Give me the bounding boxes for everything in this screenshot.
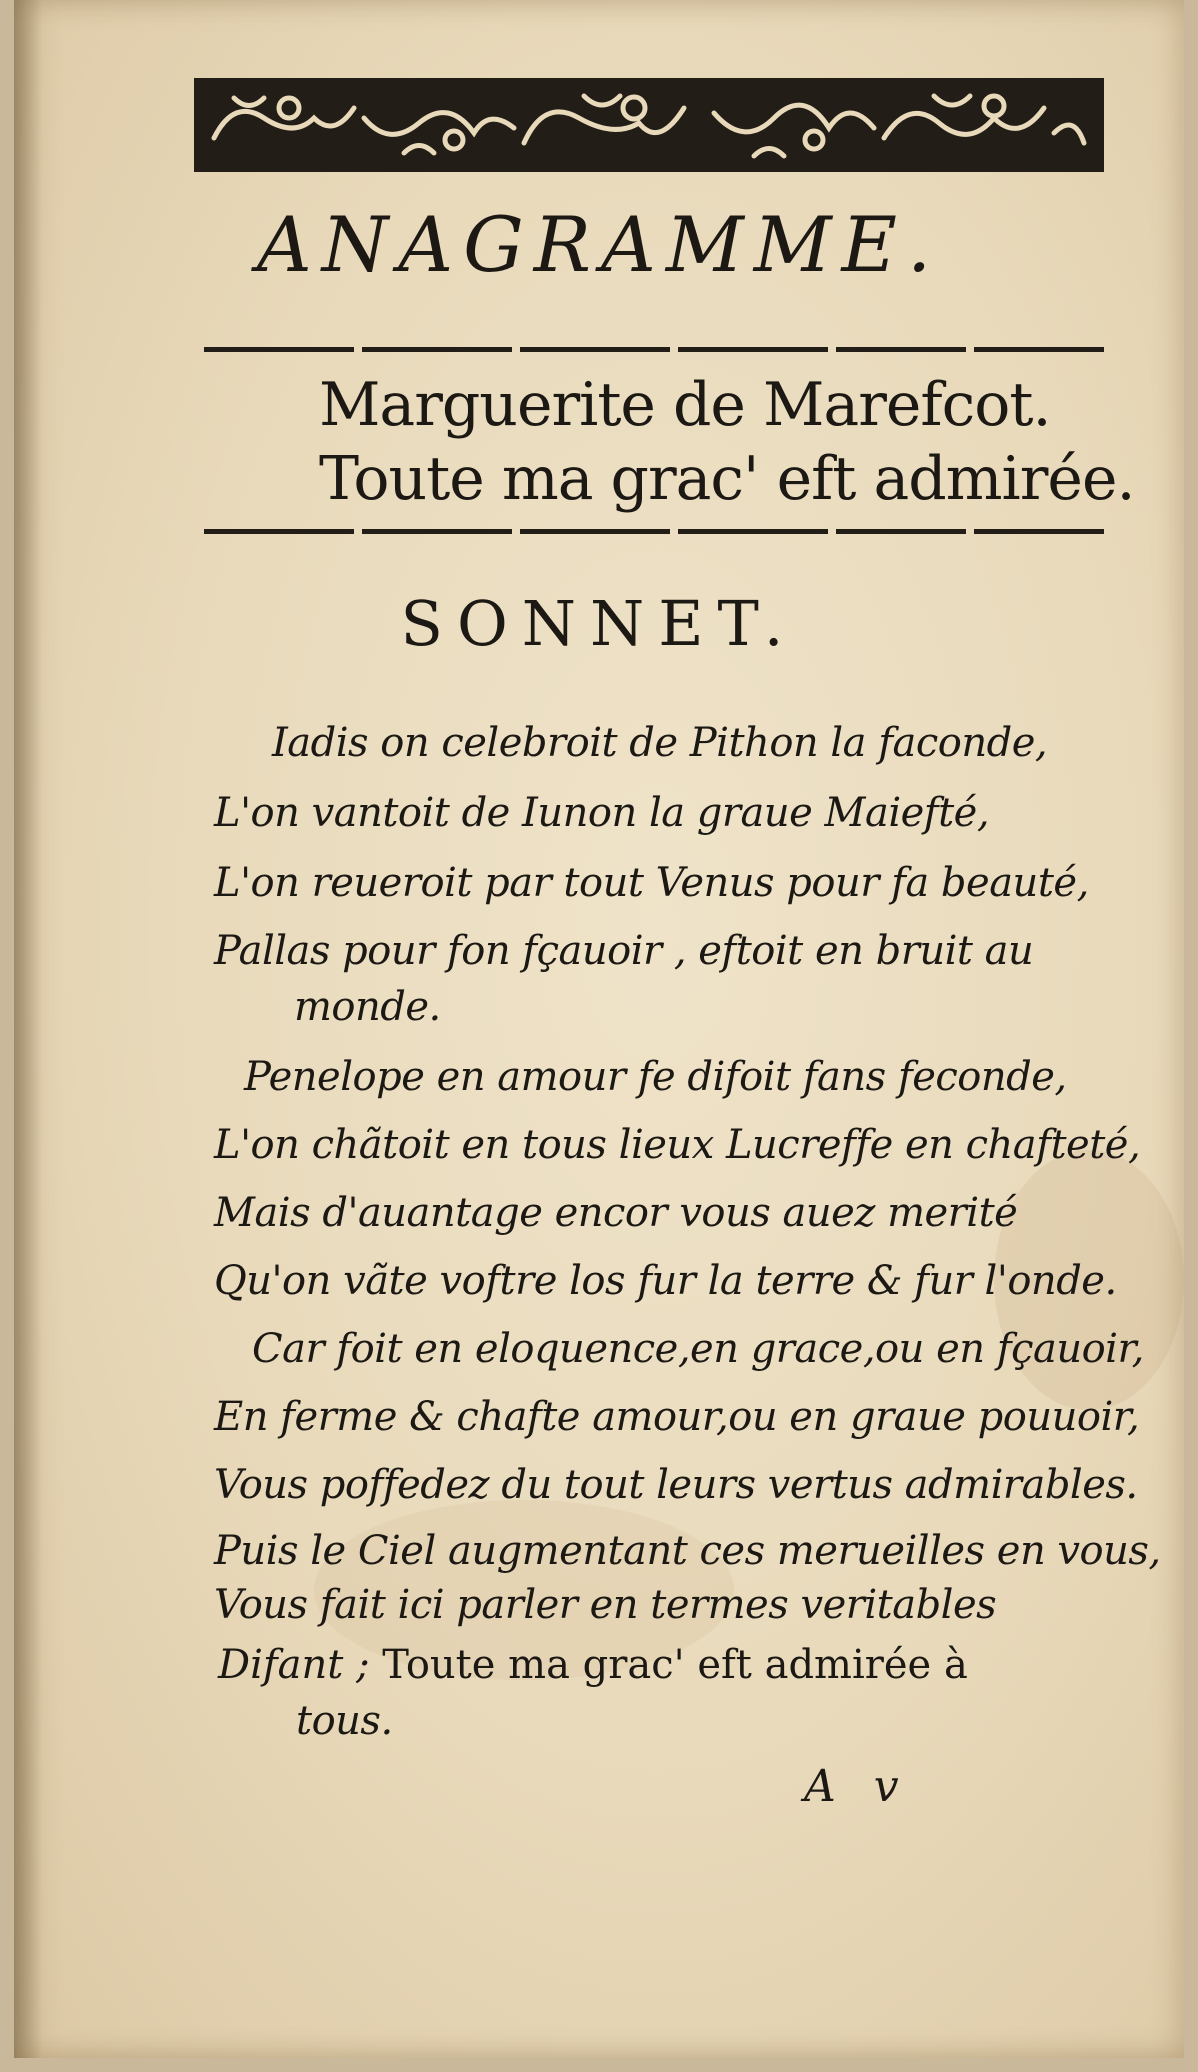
closing-quote: Toute ma grac' eft admirée à: [382, 1642, 968, 1688]
page-binding-shadow: [14, 0, 42, 2058]
anagram-text: Toute ma grac' eft admirée.: [319, 444, 1135, 514]
verse-line: monde.: [294, 984, 441, 1030]
verse-line: L'on chãtoit en tous lieux Lucreffe en chafteté,: [214, 1122, 1141, 1168]
verse-line: Pallas pour fon fçauoir , eftoit en bruit au: [214, 928, 1034, 974]
verse-line: Penelope en amour fe difoit fans feconde,: [244, 1054, 1067, 1100]
verse-line: Iadis on celebroit de Pithon la faconde,: [272, 720, 1048, 766]
verse-line: Qu'on vãte voftre los fur la terre & fur l'onde.: [214, 1258, 1117, 1304]
catchword: A v: [804, 1761, 911, 1812]
book-page: [14, 0, 1184, 2058]
verse-line: Vous poffedez du tout leurs vertus admirables.: [214, 1462, 1138, 1508]
ornamental-headpiece: [194, 78, 1104, 172]
closing-end: tous.: [296, 1698, 393, 1744]
anagram-name: Marguerite de Marefcot.: [319, 370, 1051, 440]
verse-line: Puis le Ciel augmentant ces merueilles en vous,: [214, 1528, 1161, 1574]
verse-line: En ferme & chafte amour,ou en graue pouuoir,: [214, 1394, 1140, 1440]
rule-bottom: [204, 528, 1104, 536]
verse-line: Car foit en eloquence,en grace,ou en fçauoir,: [252, 1326, 1144, 1372]
closing-line: [218, 1640, 968, 1690]
closing-lead: Difant ;: [218, 1642, 370, 1688]
verse-line: L'on reueroit par tout Venus pour fa beauté,: [214, 860, 1089, 906]
rule-top: [204, 346, 1104, 354]
sonnet-title: SONNET.: [400, 587, 798, 660]
page-heading: ANAGRAMME.: [256, 200, 942, 289]
verse-line: Mais d'auantage encor vous auez merité: [214, 1190, 1018, 1236]
verse-line: L'on vantoit de Iunon la graue Maiefté,: [214, 790, 990, 836]
verse-line: Vous fait ici parler en termes veritables: [214, 1582, 997, 1628]
